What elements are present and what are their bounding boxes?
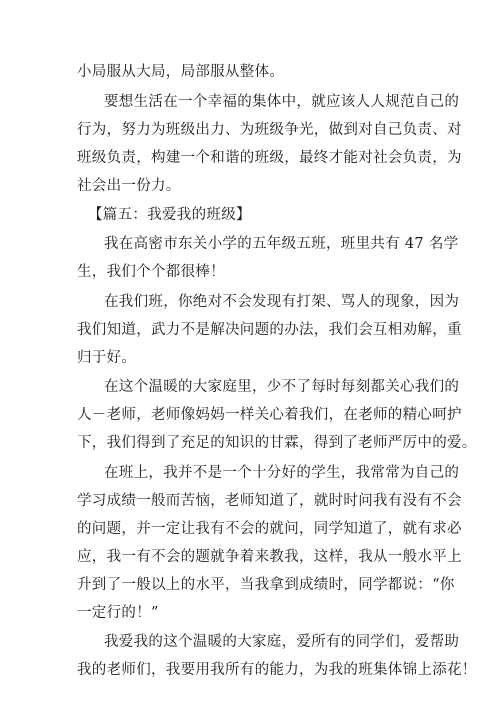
- text-line: 人－老师，老师像妈妈一样关心着我们，在老师的精心呵护: [77, 407, 462, 423]
- text-line: 行为，努力为班级出力、为班级争光，做到对自己负责、对: [77, 122, 462, 138]
- text-line: 在这个温暖的大家庭里，少不了每时每刻都关心我们的: [104, 379, 460, 395]
- text-line: 下，我们得到了充足的知识的甘霖，得到了老师严厉中的爱。: [77, 435, 477, 451]
- text-line: 在我们班，你绝对不会发现有打架、骂人的现象，因为: [104, 294, 460, 310]
- text-line: 升到了一般以上的水平，当我拿到成绩时，同学都说：“你: [77, 577, 455, 593]
- text-line: 我爱我的这个温暖的大家庭，爱所有的同学们，爱帮助: [104, 634, 460, 650]
- text-line: 班级负责，构建一个和谐的班级，最终才能对社会负责，为: [77, 150, 462, 166]
- text-line: 小局服从大局，局部服从整体。: [77, 64, 285, 80]
- text-line: 生，我们个个都很棒！: [77, 264, 225, 280]
- text-line: 在班上，我并不是一个十分好的学生，我常常为自己的: [104, 465, 460, 481]
- text-line: 一定行的！”: [77, 605, 159, 621]
- text-line: 我在高密市东关小学的五年级五班，班里共有 47 名学: [104, 236, 459, 252]
- text-line: 我们知道，武力不是解决问题的办法，我们会互相劝解，重: [77, 322, 462, 338]
- text-line: 社会出一份力。: [77, 178, 181, 194]
- text-line: 的问题，并一定让我有不会的就问，同学知道了，就有求必: [77, 521, 462, 537]
- section-heading: 【篇五：我爱我的班级】: [88, 207, 251, 223]
- text-line: 归于好。: [77, 350, 137, 366]
- text-line: 学习成绩一般而苦恼，老师知道了，就时时问我有没有不会: [77, 493, 462, 509]
- text-line: 应，我一有不会的题就争着来教我，这样，我从一般水平上: [77, 549, 462, 565]
- text-line: 要想生活在一个幸福的集体中，就应该人人规范自己的: [104, 94, 460, 110]
- text-line: 我的老师们，我要用我所有的能力，为我的班集体锦上添花！: [77, 662, 477, 678]
